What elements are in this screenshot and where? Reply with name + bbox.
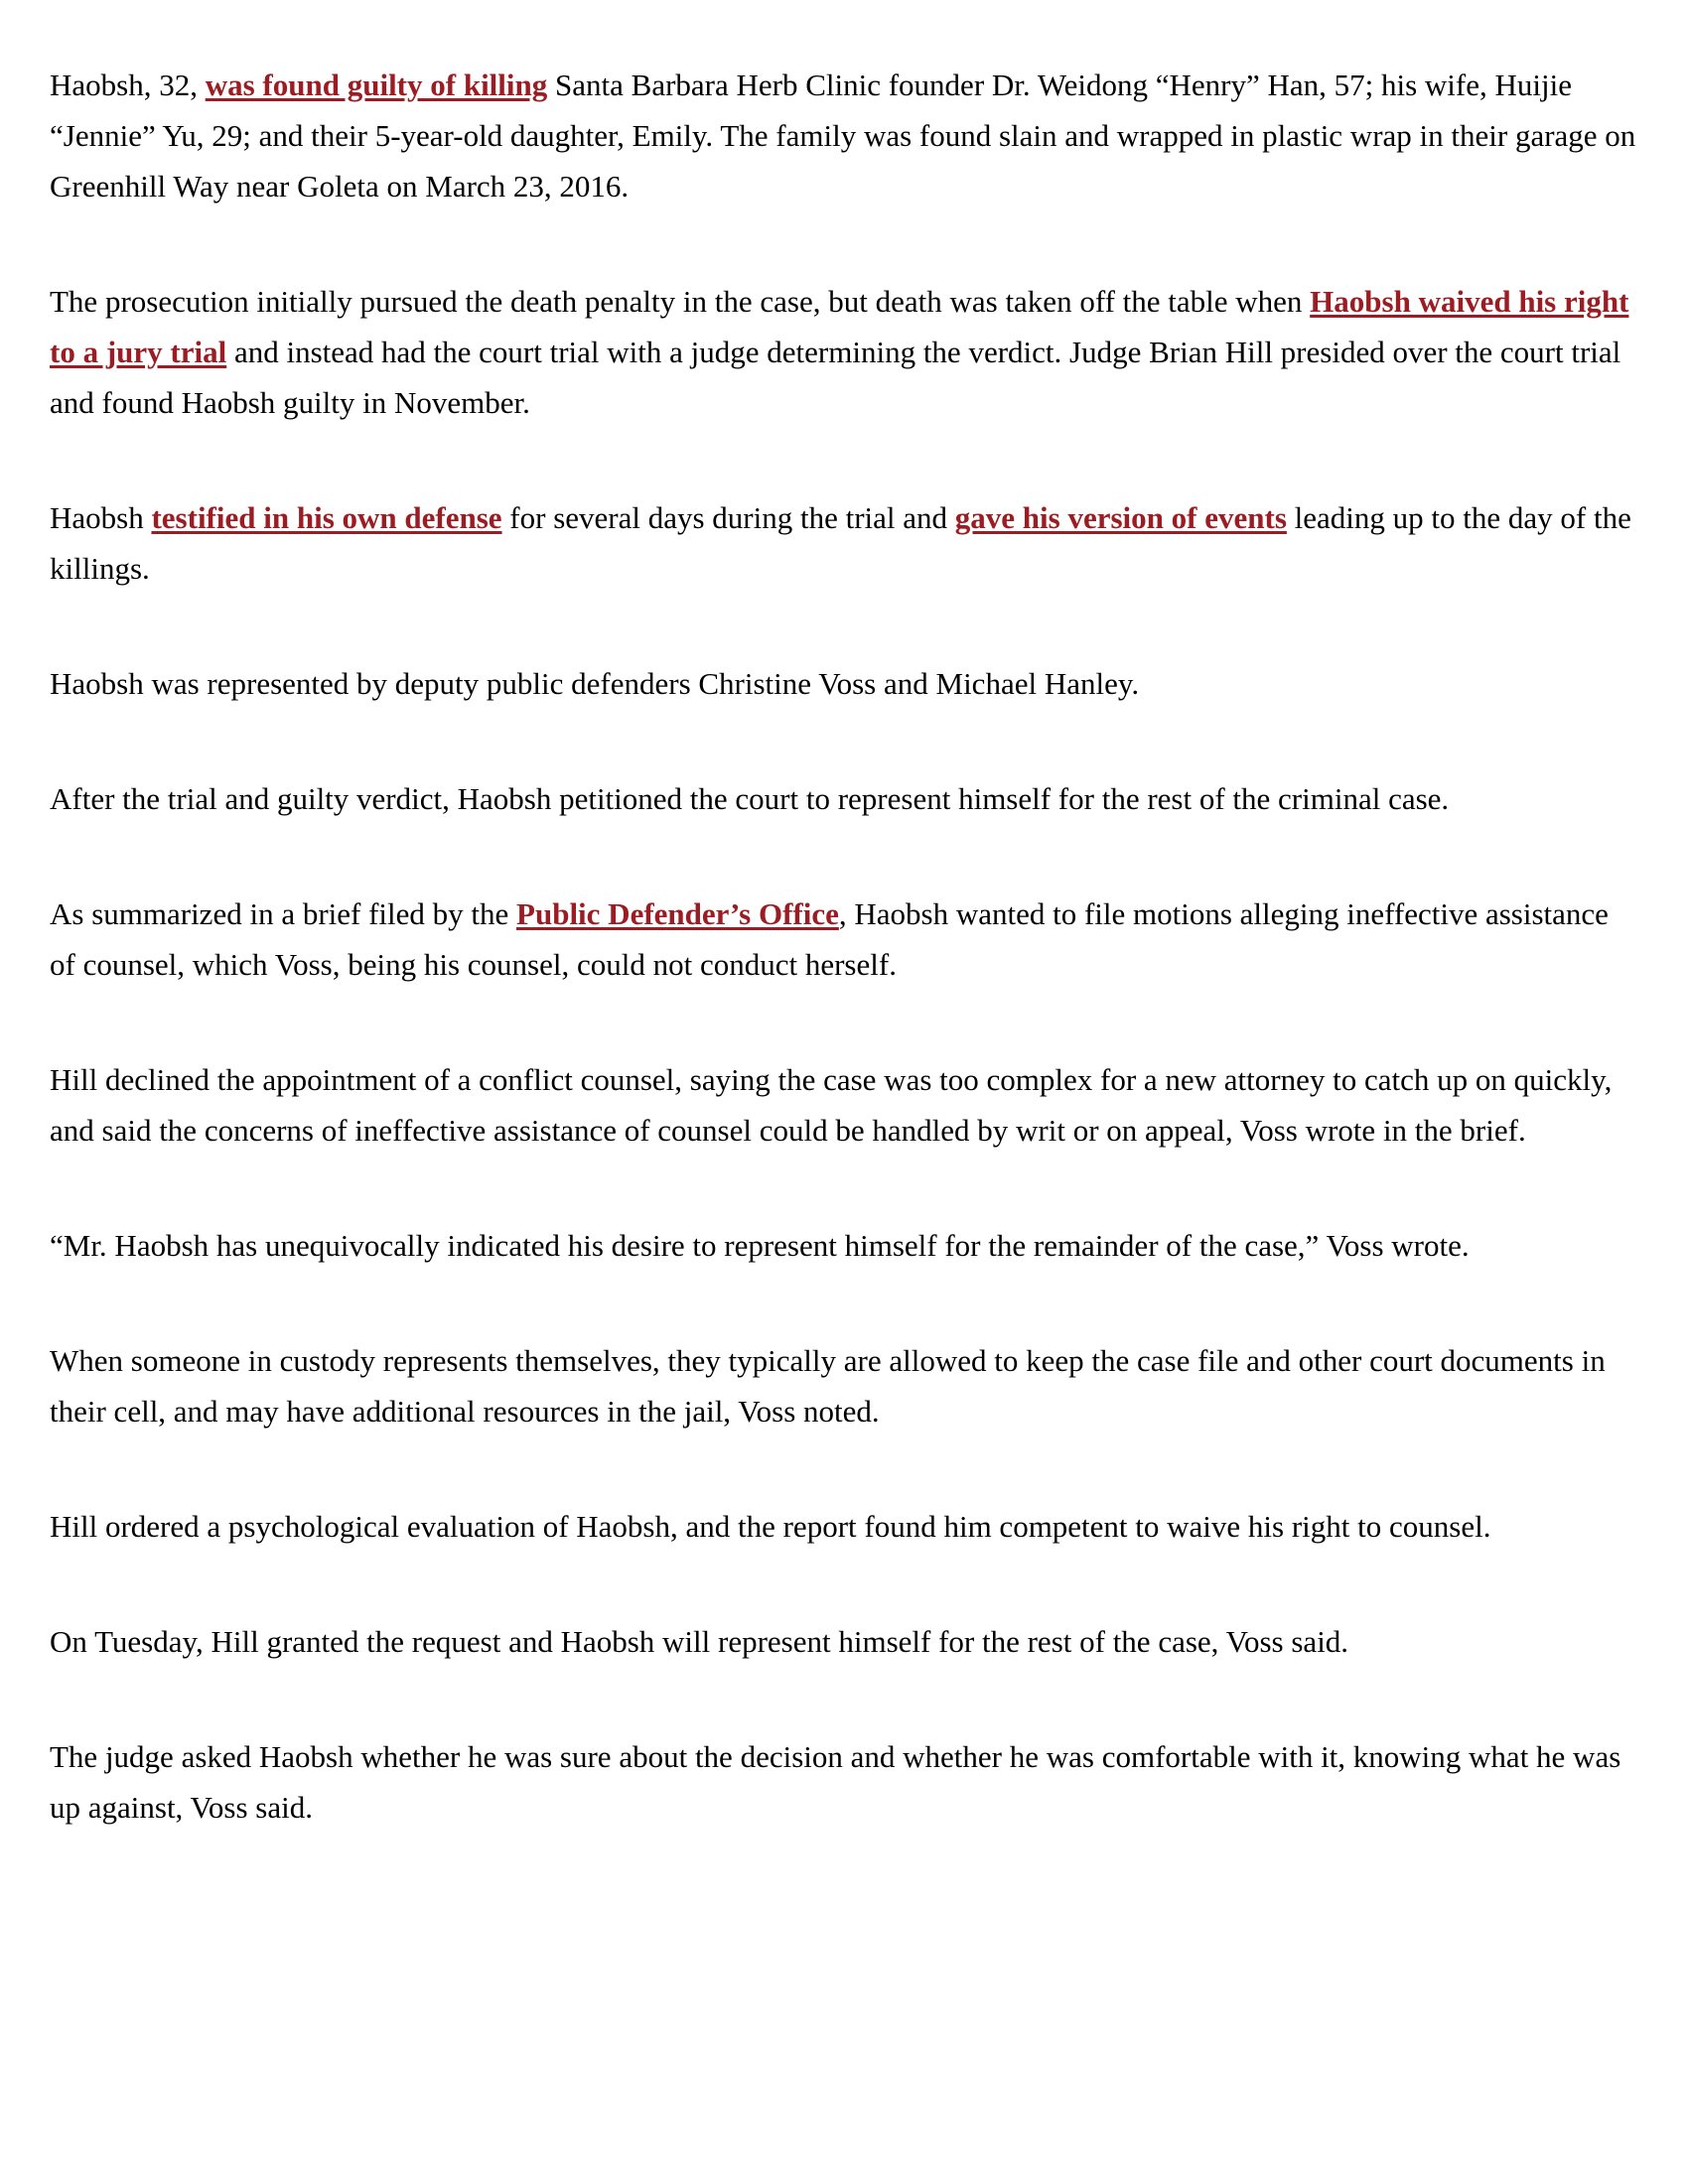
paragraph-5: After the trial and guilty verdict, Haobsh petitioned the court to represent himself for the rest of the criminal case. (50, 781, 1450, 816)
paragraph-3-text-a: Haobsh (50, 500, 152, 535)
paragraph-1 (50, 60, 1638, 211)
link-found-guilty[interactable]: was found guilty of killing (205, 68, 548, 102)
paragraph-6-text-b: , Haobsh wanted to file motions alleging ineffective assistance of counsel, which Voss, being his counsel, could not conduct herself. (50, 896, 1609, 982)
paragraph-11: On Tuesday, Hill granted the request and Haobsh will represent himself for the rest of the case, Voss said. (50, 1624, 1349, 1659)
paragraph-3-text-b: for several days during the trial and (501, 500, 955, 535)
paragraph-4: Haobsh was represented by deputy public defenders Christine Voss and Michael Hanley. (50, 666, 1140, 701)
link-public-defenders-office[interactable]: Public Defender’s Office (516, 896, 839, 931)
paragraph-6-text-a: As summarized in a brief filed by the (50, 896, 517, 931)
paragraph-1-text-a: Haobsh, 32, (50, 68, 206, 102)
paragraph-7: Hill declined the appointment of a conflict counsel, saying the case was too complex for a new attorney to catch up on quickly, and said the concerns of ineffective assistance of counsel could be handled by writ or on appeal, Voss wrote in the brief. (50, 1062, 1613, 1148)
paragraph-6 (50, 888, 1638, 990)
paragraph-3 (50, 492, 1638, 594)
paragraph-2 (50, 276, 1638, 428)
paragraph-8: “Mr. Haobsh has unequivocally indicated his desire to represent himself for the remainder of the case,” Voss wrote. (50, 1228, 1470, 1263)
paragraph-2-text-b: and instead had the court trial with a judge determining the verdict. Judge Brian Hill presided over the court trial and found Haobsh guilty in November. (50, 335, 1621, 420)
paragraph-12: The judge asked Haobsh whether he was sure about the decision and whether he was comfortable with it, knowing what he was up against, Voss said. (50, 1739, 1621, 1825)
link-waived-jury-trial[interactable]: Haobsh waived his right to a jury trial (50, 284, 1629, 369)
paragraph-2-text-a: The prosecution initially pursued the death penalty in the case, but death was taken off the table when (50, 284, 1311, 319)
paragraph-9: When someone in custody represents themselves, they typically are allowed to keep the case file and other court documents in their cell, and may have additional resources in the jail, Voss noted. (50, 1343, 1606, 1429)
paragraph-1-text-b: Santa Barbara Herb Clinic founder Dr. Weidong “Henry” Han, 57; his wife, Huijie “Jennie” Yu, 29; and their 5-year-old daughter, Emily. The family was found slain and wrapped in plastic wrap in their garage on Greenhill Way near Goleta on March 23, 2016. (50, 68, 1636, 204)
document-page (50, 60, 1638, 1897)
link-version-of-events[interactable]: gave his version of events (954, 500, 1287, 535)
link-testified-defense[interactable]: testified in his own defense (151, 500, 502, 535)
paragraph-3-text-c: leading up to the day of the killings. (50, 500, 1631, 586)
paragraph-10: Hill ordered a psychological evaluation of Haobsh, and the report found him competent to waive his right to counsel. (50, 1509, 1491, 1544)
